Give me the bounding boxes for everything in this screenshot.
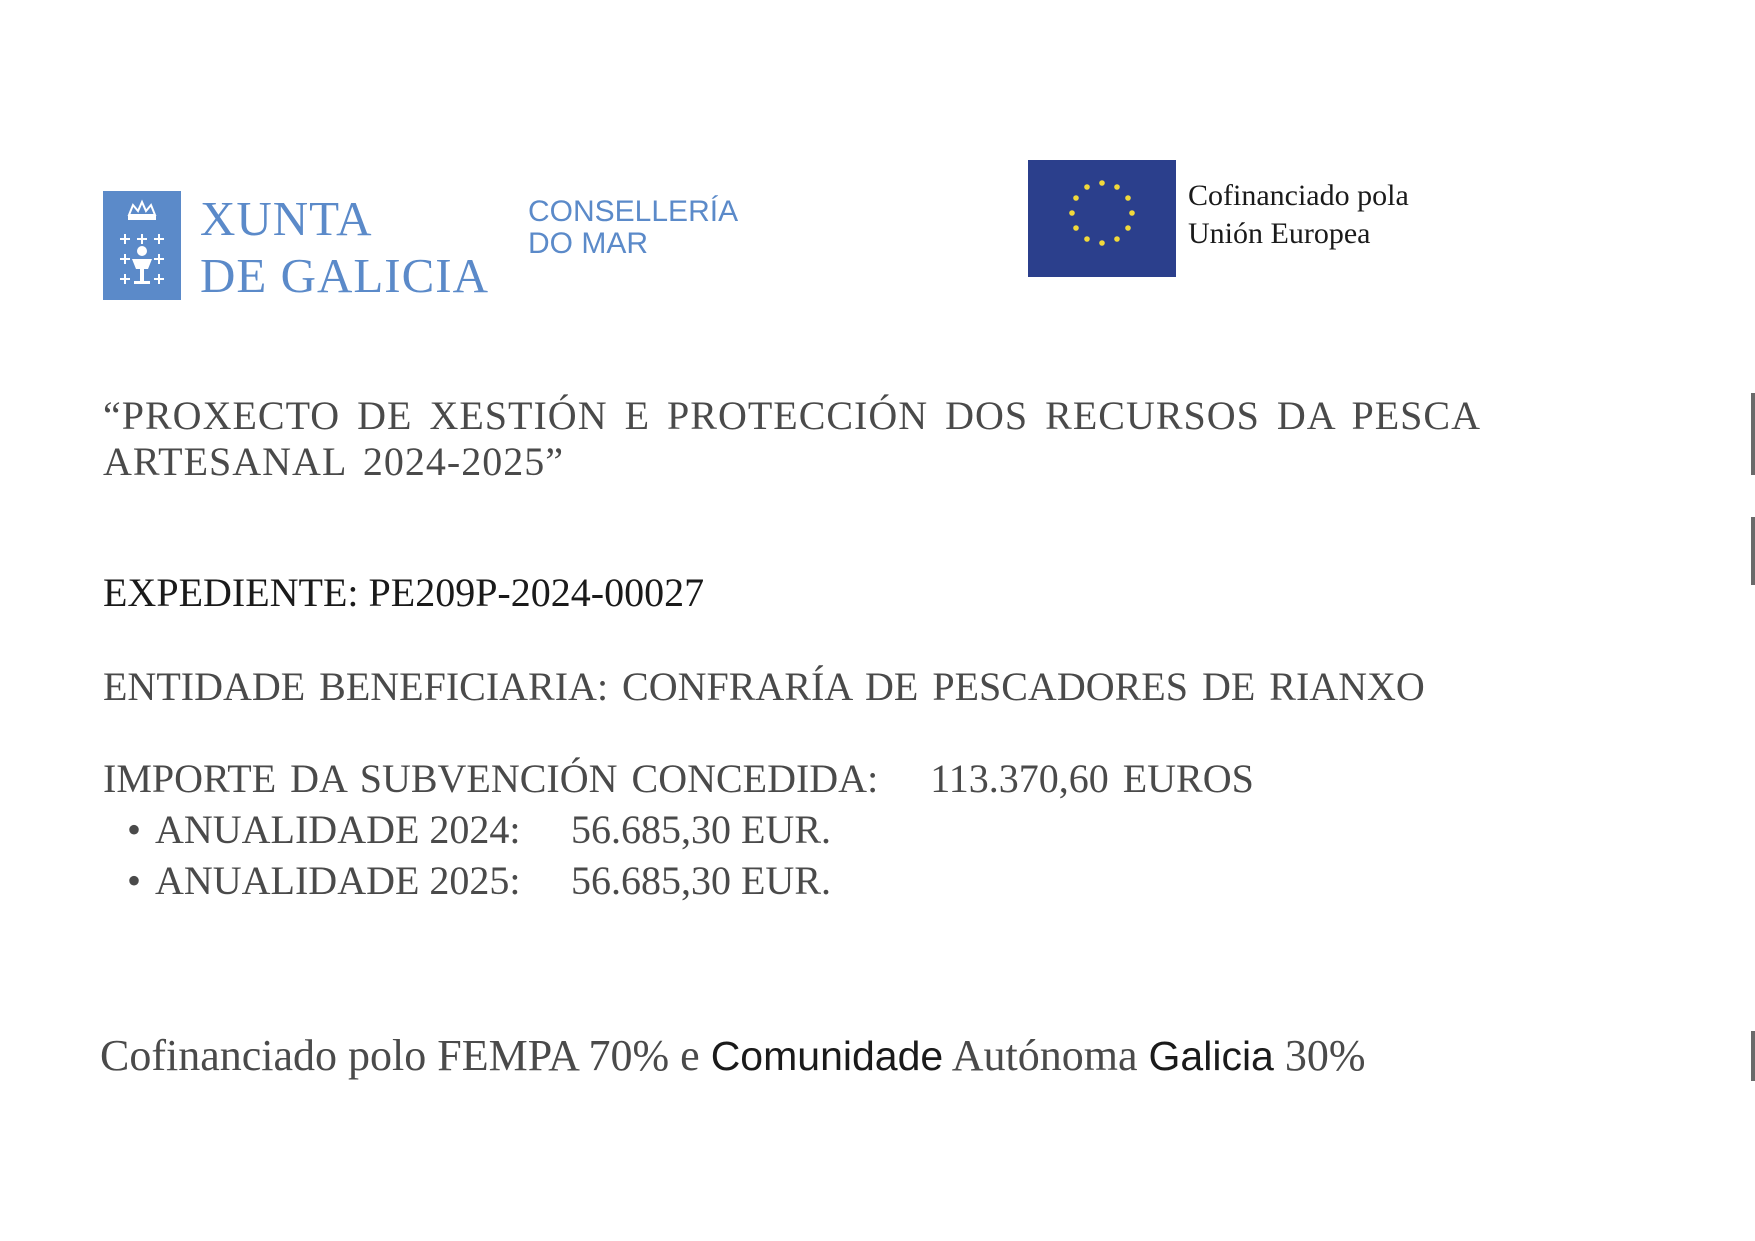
list-item bbox=[127, 807, 831, 853]
importe-subvencion bbox=[103, 756, 1254, 802]
anualidade-value: 56.685,30 EUR. bbox=[571, 807, 831, 852]
expediente: EXPEDIENTE: PE209P-2024-00027 bbox=[103, 570, 705, 615]
list-item bbox=[127, 858, 831, 904]
scan-edge-mark bbox=[1751, 517, 1755, 585]
anualidade-label: ANUALIDADE 2024: bbox=[155, 807, 521, 852]
anualidade-label: ANUALIDADE 2025: bbox=[155, 858, 521, 903]
conselleria-line1: CONSELLERÍA bbox=[528, 195, 739, 228]
xunta-name-line1: XUNTA bbox=[200, 191, 373, 246]
scan-edge-mark bbox=[1751, 1031, 1755, 1081]
anualidade-value: 56.685,30 EUR. bbox=[571, 858, 831, 903]
footer-part3: Autónoma bbox=[943, 1031, 1149, 1080]
bullet-icon: • bbox=[127, 807, 142, 852]
footer-part4: Galicia bbox=[1148, 1033, 1274, 1079]
conselleria-line2: DO MAR bbox=[528, 227, 648, 260]
xunta-shield-icon bbox=[103, 191, 181, 300]
cofinancing-footer bbox=[100, 1030, 1366, 1082]
importe-label: IMPORTE DA SUBVENCIÓN CONCEDIDA: bbox=[103, 756, 879, 801]
footer-part2: Comunidade bbox=[710, 1033, 944, 1079]
eu-flag-icon bbox=[1028, 160, 1176, 277]
xunta-name-line2: DE GALICIA bbox=[200, 248, 489, 303]
entidade-beneficiaria: ENTIDADE BENEFICIARIA: CONFRARÍA DE PESCADORES DE RIANXO bbox=[103, 664, 1425, 709]
eu-cofinanciado-line1: Cofinanciado pola bbox=[1188, 179, 1409, 212]
footer-part1: Cofinanciado polo FEMPA 70% e bbox=[100, 1031, 711, 1080]
bullet-icon: • bbox=[127, 858, 142, 903]
footer-part5: 30% bbox=[1273, 1031, 1366, 1080]
project-title: “PROXECTO DE XESTIÓN E PROTECCIÓN DOS RECURSOS DA PESCA ARTESANAL 2024-2025” bbox=[103, 393, 1479, 484]
importe-value: 113.370,60 EUROS bbox=[930, 756, 1254, 801]
scan-edge-mark bbox=[1751, 393, 1755, 475]
eu-cofinanciado-line2: Unión Europea bbox=[1188, 217, 1371, 250]
